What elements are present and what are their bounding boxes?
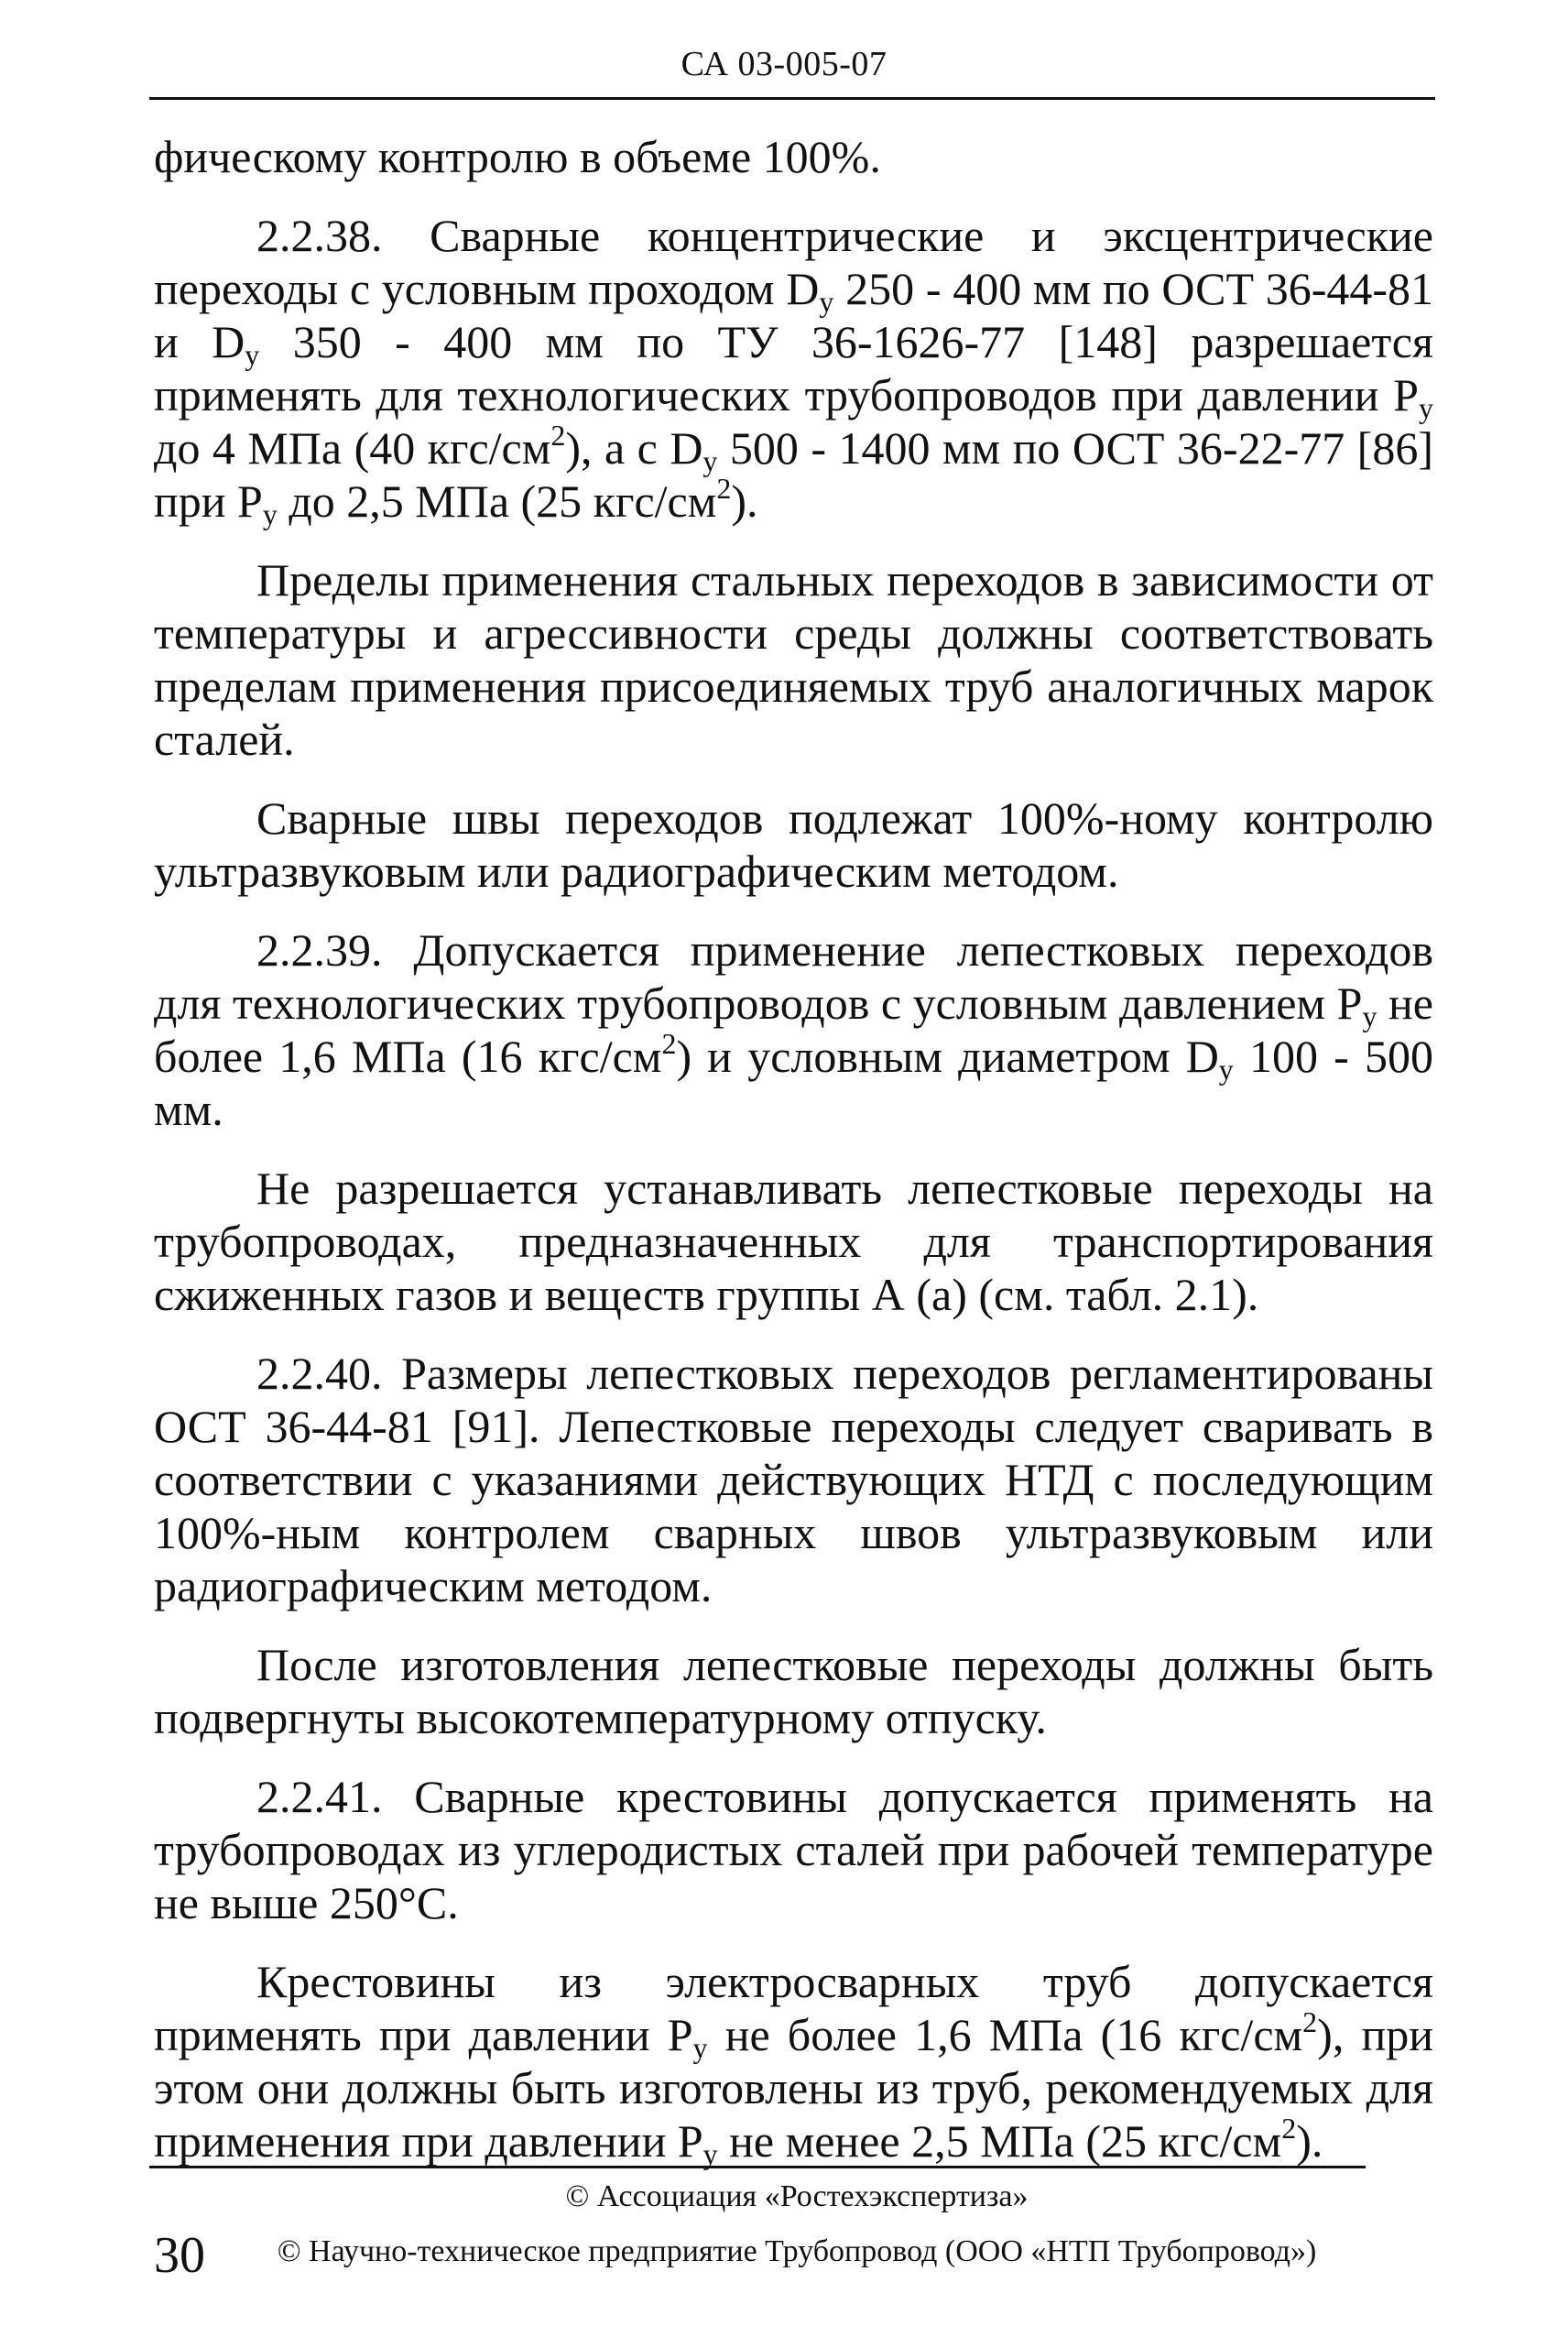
- paragraph-limits: Пределы применения стальных переходов в зависимости от температуры и агрессивности среды должны соответствовать пределам применения присоединяемых труб аналогичных марок сталей.: [154, 554, 1433, 765]
- subscript: у: [1419, 391, 1433, 424]
- subscript: у: [245, 338, 260, 371]
- subscript: у: [1362, 999, 1377, 1032]
- superscript: 2: [1281, 2112, 1297, 2145]
- subscript: у: [692, 2031, 708, 2064]
- paragraph-tempering: После изготовления лепестковые переходы должны быть подвергнуты высокотемпературному отпуску.: [154, 1639, 1433, 1743]
- paragraph-2-2-41: 2.2.41. Сварные крестовины допускается применять на трубопроводах из углеродистых сталей при рабочей температуре не выше 250°С.: [154, 1771, 1433, 1928]
- subscript: у: [262, 497, 278, 530]
- footer-divider: [149, 2166, 1366, 2168]
- subscript: у: [702, 2137, 718, 2170]
- footer-copyright-1: © Ассоциация «Ростехэкспертиза»: [565, 2179, 1029, 2213]
- header-divider: [149, 97, 1435, 100]
- paragraph-continuation: фическому контролю в объеме 100%.: [154, 131, 881, 182]
- subscript: у: [702, 444, 718, 477]
- page-body: [154, 130, 1433, 2168]
- superscript: 2: [550, 419, 566, 452]
- paragraph-weld-control: Сварные швы переходов подлежат 100%-ному контролю ультразвуковым или радиографическим методом.: [154, 792, 1433, 897]
- paragraph-2-2-39: 2.2.39. Допускается применение лепестковых переходов для технологических трубопроводов с условным давлением $Р_у$ не более 1,6 МПа (16 кгс/$см^2$) и условным диаметром $D_у$ 100 - 500 мм.: [154, 924, 1434, 1135]
- paragraph-crosses: Крестовины из электросварных труб допускается применять при давлении $Р_у$ не более 1,6 МПа (16 кгс/$см^2$), при этом они должны быть изготовлены из труб, рекомендуемых для применения при давлении $Р_у$ не менее 2,5 МПа (25 кгс/$см^2$).: [154, 1956, 1433, 2170]
- paragraph-2-2-38: 2.2.38. Сварные концентрические и эксцентрические переходы с условным проходом $D_у$ 250 - 400 мм по ОСТ 36-44-81 и $D_у$ 350 - 400 мм по ТУ 36-1626-77 [148] разрешается применять для технологических трубопроводов при давлении $Р_у$ до 4 МПа (40 кгс/$см^2$), а с $D_у$ 500 - 1400 мм по ОСТ 36-22-77 [86] при $Р_у$ до 2,5 МПа (25 кгс/$см^2$).: [154, 210, 1434, 530]
- superscript: 2: [716, 472, 732, 505]
- footer-copyright-2: © Научно-техническое предприятие Трубопровод (ООО «НТП Трубопровод»): [277, 2234, 1317, 2268]
- superscript: 2: [1302, 2005, 1318, 2038]
- subscript: у: [819, 285, 834, 318]
- paragraph-prohibition: Не разрешается устанавливать лепестковые переходы на трубопроводах, предназначенных для транспортирования сжиженных газов и веществ группы А (а) (см. табл. 2.1).: [154, 1163, 1433, 1320]
- paragraph-2-2-40: 2.2.40. Размеры лепестковых переходов регламентированы ОСТ 36-44-81 [91]. Лепестковые переходы следует сваривать в соответствии с указаниями действующих НТД с последующим 100%-ным контролем сварных швов ультразвуковым или радиографическим методом.: [154, 1348, 1433, 1611]
- page-header-code: СА 03-005-07: [681, 45, 887, 83]
- page-number: 30: [154, 2227, 205, 2284]
- subscript: у: [1218, 1053, 1234, 1086]
- superscript: 2: [661, 1027, 677, 1060]
